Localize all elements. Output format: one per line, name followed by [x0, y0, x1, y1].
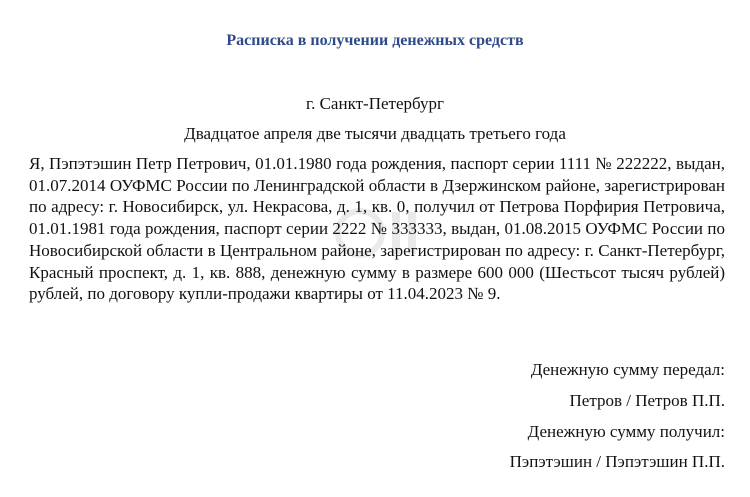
document-city: г. Санкт-Петербург	[306, 94, 444, 113]
received-name: Пэпэтэшин / Пэпэтэшин П.П.	[509, 452, 725, 471]
received-label: Денежную сумму получил:	[527, 422, 725, 441]
document-title: Расписка в получении денежных средств	[226, 32, 524, 49]
document-body: Я, Пэпэтэшин Петр Петрович, 01.01.1980 года рождения, паспорт серии 1111 № 222222, выдан, 01.07.2014 ОУФМС России по Ленинградской области в Дзержинском районе, зарегистрирован по адресу: г. Новосибирск, ул. Некрасова, д. 1, кв. 0, получил от Петрова Порфирия Петровича, 01.01.1981 года рождения, паспорт серии 2222 № 333333, выдан, 01.08.2015 ОУФМС России по Новосибирской области в Центральном районе, зарегистрирован по адресу: г. Санкт-Петербург, Красный проспект, д. 1, кв. 888, денежную сумму в размере 600 000 (Шестьсот тысяч рублей) рублей, по договору купли-продажи квартиры от 11.04.2023 № 9.	[29, 154, 725, 304]
transferred-label: Денежную сумму передал:	[530, 360, 725, 379]
transferred-name: Петров / Петров П.П.	[569, 391, 725, 410]
document-date: Двадцатое апреля две тысячи двадцать третьего года	[184, 124, 566, 143]
